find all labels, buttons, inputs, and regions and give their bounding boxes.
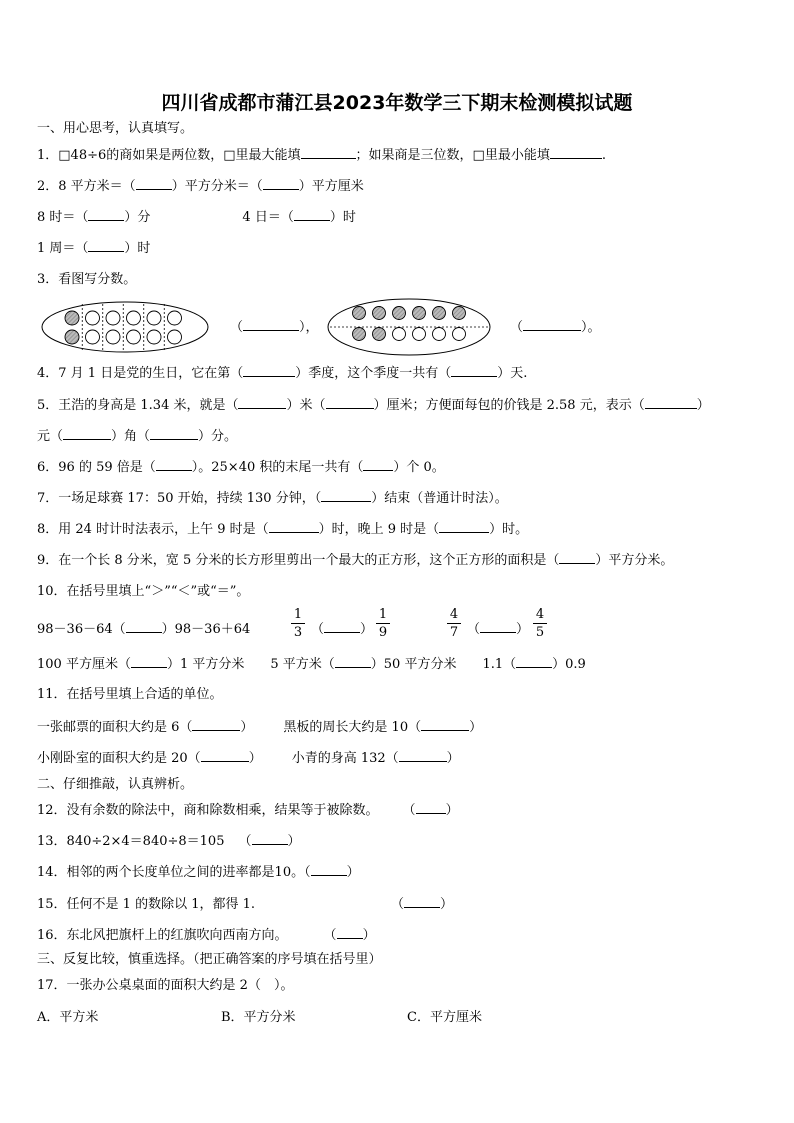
q7-text-b: ）结束（普通计时法）。 xyxy=(371,491,508,506)
q4-blank-1[interactable] xyxy=(243,364,295,377)
question-10-item-c xyxy=(37,655,586,674)
q11a-blank-1[interactable] xyxy=(192,718,240,731)
q11a-text-b: ） xyxy=(240,720,254,735)
figure-2-shaded-circle xyxy=(373,328,386,341)
q3-paren-open-1: （ xyxy=(230,320,244,335)
question-13 xyxy=(37,832,301,851)
figure-2-ellipse xyxy=(328,299,490,355)
q9-text-b: ）平方分米。 xyxy=(595,553,674,568)
q2-blank-2[interactable] xyxy=(263,177,299,190)
q5b-text-c: ）分。 xyxy=(198,429,238,444)
question-15 xyxy=(37,895,453,914)
q10a-text-a: 98－36－64（ xyxy=(37,622,126,637)
q10c-blank-2[interactable] xyxy=(335,655,371,668)
figure-1-empty-circle xyxy=(86,330,100,344)
q2-blank-1[interactable] xyxy=(136,177,172,190)
q12-blank[interactable] xyxy=(416,801,446,814)
q12-paren-close: ） xyxy=(445,803,459,818)
q13-paren-close: ） xyxy=(287,834,301,849)
q5b-blank-2[interactable] xyxy=(150,427,198,440)
figure-2-shaded-circle xyxy=(353,328,366,341)
q1-text-a: 1．□48÷6的商如果是两位数，□里最大能填 xyxy=(37,148,301,163)
q5b-text-a: 元（ xyxy=(37,429,64,444)
figure-1-empty-circle xyxy=(127,330,141,344)
q7-blank-1[interactable] xyxy=(321,489,371,502)
q5-text-c: ）厘米；方便面每包的价钱是 2.58 元，表示（ xyxy=(373,398,645,413)
q10c-text-f: ）0.9 xyxy=(552,657,586,672)
question-10: 10．在括号里填上“＞”“＜”或“＝”。 xyxy=(37,584,250,599)
section-3-heading: 三、反复比较，慎重选择。（把正确答案的序号填在括号里） xyxy=(37,952,382,967)
figure-1-empty-circle xyxy=(106,311,120,325)
q14-paren-close: ） xyxy=(346,865,360,880)
q10-fraction-4-5: $\frac{4}{5}$ xyxy=(533,607,547,640)
q17-option-b[interactable]: B．平方分米 xyxy=(221,1010,296,1025)
question-17: 17．一张办公桌桌面的面积大约是 2（ ）。 xyxy=(37,978,294,993)
q10-paren-close-2: ） xyxy=(516,622,530,637)
q1-text-c: . xyxy=(601,148,606,163)
figure-2-shaded-circle xyxy=(433,307,446,320)
figure-1-shaded-circle xyxy=(65,311,79,325)
question-6 xyxy=(37,458,445,477)
q11b-blank-2[interactable] xyxy=(399,749,447,762)
q6-text-b: ）。25×40 积的末尾一共有（ xyxy=(191,460,364,475)
q11b-text-a: 小刚卧室的面积大约是 20（ xyxy=(37,751,201,766)
q5-blank-2[interactable] xyxy=(326,396,374,409)
figure-2-empty-circle xyxy=(433,328,446,341)
figure-1-empty-circle xyxy=(168,330,182,344)
q10-paren-open-2: （ xyxy=(467,622,481,637)
q2c-text-a: 1 周＝（ xyxy=(37,241,89,256)
q3-blank-1[interactable] xyxy=(243,318,299,331)
figure-1-empty-circle xyxy=(106,330,120,344)
question-11-line-1 xyxy=(37,718,482,737)
fraction-figure-2 xyxy=(326,297,492,357)
q8-blank-2[interactable] xyxy=(439,520,489,533)
q2b-blank-2[interactable] xyxy=(294,208,330,221)
q2b-text-b: ）分 xyxy=(124,210,151,225)
q10-frac-blank-1[interactable] xyxy=(324,620,360,633)
section-2-heading: 二、仔细推敲，认真辨析。 xyxy=(37,777,194,792)
question-1 xyxy=(37,146,606,165)
q8-blank-1[interactable] xyxy=(269,520,319,533)
fraction-figure-1 xyxy=(40,300,210,354)
q3-answer-1 xyxy=(230,318,319,337)
q10c-blank-1[interactable] xyxy=(131,655,167,668)
figure-1-empty-circle xyxy=(127,311,141,325)
q3-blank-2[interactable] xyxy=(523,318,581,331)
q3-answer-2 xyxy=(510,318,601,337)
q10-fraction-4-7: $\frac{4}{7}$ xyxy=(447,607,461,640)
q11a-text-d: ） xyxy=(469,720,483,735)
figure-2-empty-circle xyxy=(393,328,406,341)
q5-text-a: 5．王浩的身高是 1.34 米，就是（ xyxy=(37,398,239,413)
q11b-text-c: 小青的身高 132（ xyxy=(291,751,399,766)
q15-paren-open: （ xyxy=(391,897,405,912)
q1-blank-2[interactable] xyxy=(550,146,602,159)
figure-2-shaded-circle xyxy=(353,307,366,320)
figure-2-shaded-circle xyxy=(393,307,406,320)
q8-text-a: 8．用 24 时计时法表示，上午 9 时是（ xyxy=(37,522,269,537)
q2-text-a: 2．8 平方米＝（ xyxy=(37,179,136,194)
q10-fraction-1-9: $\frac{1}{9}$ xyxy=(376,607,390,640)
figure-1-empty-circle xyxy=(147,330,161,344)
question-12 xyxy=(37,801,459,820)
page-title: 四川省成都市蒲江县2023年数学三下期末检测模拟试题 xyxy=(161,92,633,114)
figure-1-empty-circle xyxy=(168,311,182,325)
question-2-line-2 xyxy=(37,208,356,227)
q5-text-d: ） xyxy=(696,398,710,413)
q10-compare-1 xyxy=(311,620,373,639)
q4-blank-2[interactable] xyxy=(451,364,497,377)
q4-text-c: ）天. xyxy=(497,366,528,381)
q2c-text-b: ）时 xyxy=(124,241,151,256)
q10-compare-2 xyxy=(467,620,529,639)
q10-frac-blank-2[interactable] xyxy=(480,620,516,633)
q1-blank-1[interactable] xyxy=(301,146,356,159)
section-1-heading: 一、用心思考，认真填写。 xyxy=(37,121,194,136)
q8-text-b: ）时，晚上 9 时是（ xyxy=(318,522,440,537)
q2b-text-c: 4 日＝（ xyxy=(242,210,294,225)
q16-text: 16．东北风把旗杆上的红旗吹向西南方向。 xyxy=(37,928,288,943)
q15-paren-close: ） xyxy=(440,897,454,912)
question-8 xyxy=(37,520,528,539)
q13-text: 13．840÷2×4＝840÷8＝105 xyxy=(37,834,225,849)
question-7 xyxy=(37,489,508,508)
q13-paren-open: （ xyxy=(238,834,252,849)
question-4 xyxy=(37,364,527,383)
q10-paren-open-1: （ xyxy=(311,622,325,637)
q14-text: 14．相邻的两个长度单位之间的进率都是10。（ xyxy=(37,865,311,880)
q10c-blank-3[interactable] xyxy=(516,655,552,668)
q5-blank-3[interactable] xyxy=(645,396,697,409)
q3-paren-close-2: ）。 xyxy=(581,320,601,335)
q2b-text-d: ）时 xyxy=(329,210,356,225)
question-10-item-a xyxy=(37,620,250,639)
q11b-blank-1[interactable] xyxy=(201,749,249,762)
figure-2-shaded-circle xyxy=(413,307,426,320)
q11a-text-c: 黑板的周长大约是 10（ xyxy=(283,720,422,735)
question-14 xyxy=(37,863,360,882)
question-2-line-3 xyxy=(37,239,150,258)
q9-blank-1[interactable] xyxy=(559,551,595,564)
q17-option-c[interactable]: C．平方厘米 xyxy=(407,1010,482,1025)
q8-text-c: ）时。 xyxy=(489,522,529,537)
figure-1-empty-circle xyxy=(86,311,100,325)
q1-text-b: ；如果商是三位数，□里最小能填 xyxy=(355,148,550,163)
q2-text-c: ）平方厘米 xyxy=(298,179,364,194)
q6-text-c: ）个 0。 xyxy=(393,460,445,475)
question-11-line-2 xyxy=(37,749,460,768)
q7-text-a: 7．一场足球赛 17：50 开始，持续 130 分钟，（ xyxy=(37,491,322,506)
q6-blank-2[interactable] xyxy=(363,458,393,471)
figure-2-empty-circle xyxy=(413,328,426,341)
q3-paren-open-2: （ xyxy=(510,320,524,335)
q10-fraction-1-3: $\frac{1}{3}$ xyxy=(291,607,305,640)
q6-blank-1[interactable] xyxy=(156,458,192,471)
q14-blank[interactable] xyxy=(311,863,347,876)
q17-option-a[interactable]: A．平方米 xyxy=(37,1010,99,1025)
q15-blank[interactable] xyxy=(404,895,440,908)
q5-blank-1[interactable] xyxy=(238,396,286,409)
q11b-text-b: ） xyxy=(248,751,262,766)
figure-2-shaded-circle xyxy=(453,307,466,320)
q10c-text-b: ）1 平方分米 xyxy=(166,657,245,672)
q2b-text-a: 8 时＝（ xyxy=(37,210,89,225)
q2-text-b: ）平方分米＝（ xyxy=(171,179,263,194)
q11a-text-a: 一张邮票的面积大约是 6（ xyxy=(37,720,193,735)
figure-2-empty-circle xyxy=(453,328,466,341)
figure-1-ellipse xyxy=(42,302,208,352)
q10c-text-c: 5 平方米（ xyxy=(270,657,335,672)
figure-1-empty-circle xyxy=(147,311,161,325)
q16-blank[interactable] xyxy=(337,926,363,939)
question-16 xyxy=(37,926,376,945)
q10a-blank[interactable] xyxy=(126,620,162,633)
q11b-text-d: ） xyxy=(446,751,460,766)
q13-blank[interactable] xyxy=(252,832,288,845)
q10c-text-a: 100 平方厘米（ xyxy=(37,657,131,672)
q5-text-b: ）米（ xyxy=(286,398,326,413)
question-3: 3．看图写分数。 xyxy=(37,272,137,287)
q4-text-a: 4．7 月 1 日是党的生日，它在第（ xyxy=(37,366,244,381)
q15-text: 15．任何不是 1 的数除以 1，都得 1. xyxy=(37,897,256,912)
q4-text-b: ）季度，这个季度一共有（ xyxy=(295,366,452,381)
q2b-blank-1[interactable] xyxy=(88,208,124,221)
q12-paren-open: （ xyxy=(402,803,416,818)
q5b-text-b: ）角（ xyxy=(111,429,151,444)
q2c-blank-1[interactable] xyxy=(88,239,124,252)
q11a-blank-2[interactable] xyxy=(421,718,469,731)
q10-paren-close-1: ） xyxy=(360,622,374,637)
question-2 xyxy=(37,177,364,196)
q10c-text-d: ）50 平方分米 xyxy=(370,657,457,672)
q10a-text-b: ）98－36＋64 xyxy=(161,622,251,637)
q5b-blank-1[interactable] xyxy=(63,427,111,440)
question-5-line-2 xyxy=(37,427,237,446)
figure-2-shaded-circle xyxy=(373,307,386,320)
figure-1-shaded-circle xyxy=(65,330,79,344)
question-11: 11．在括号里填上合适的单位。 xyxy=(37,687,223,702)
q10c-text-e: 1.1（ xyxy=(482,657,517,672)
question-5 xyxy=(37,396,710,415)
q12-text: 12．没有余数的除法中，商和除数相乘，结果等于被除数。 xyxy=(37,803,379,818)
q16-paren-open: （ xyxy=(323,928,337,943)
q6-text-a: 6．96 的 59 倍是（ xyxy=(37,460,156,475)
q3-paren-close-1: ）， xyxy=(299,320,319,335)
q16-paren-close: ） xyxy=(362,928,376,943)
q9-text-a: 9．在一个长 8 分米，宽 5 分米的长方形里剪出一个最大的正方形，这个正方形的面积是（ xyxy=(37,553,560,568)
question-9 xyxy=(37,551,673,570)
